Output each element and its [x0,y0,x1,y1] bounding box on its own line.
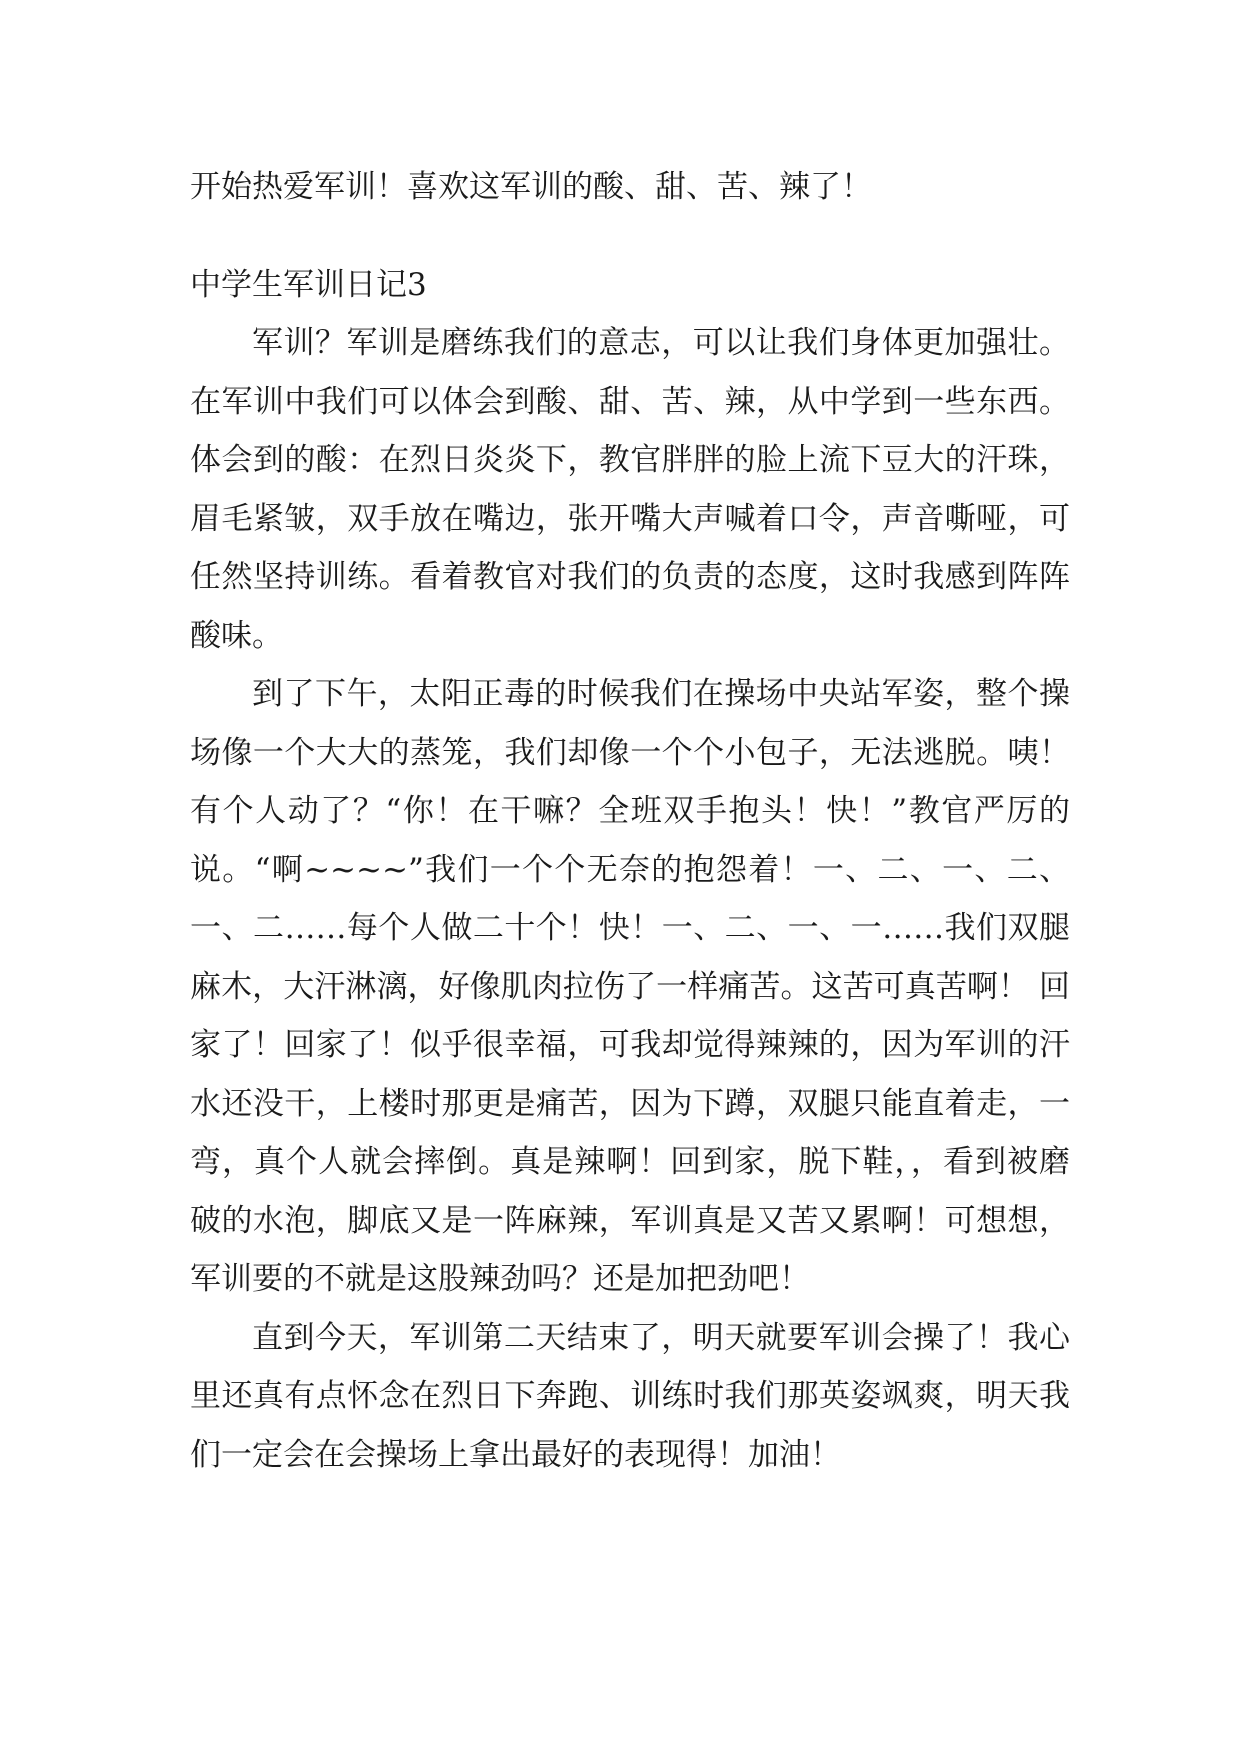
paragraph-3: 直到今天，军训第二天结束了，明天就要军训会操了！我心里还真有点怀念在烈日下奔跑、训练时我们那英姿飒爽，明天我们一定会在会操场上拿出最好的表现得！加油！ [190,1319,1070,1473]
section-title: 中学生军训日记3 [190,267,427,303]
paragraph-1: 军训？军训是磨练我们的意志，可以让我们身体更加强壮。在军训中我们可以体会到酸、甜、苦、辣，从中学到一些东西。 体会到的酸：在烈日炎炎下，教官胖胖的脸上流下豆大的汗珠，眉毛紧皱，双手放在嘴边，张开嘴大声喊着口令，声音嘶哑，可任然坚持训练。看着教官对我们的负责的态度，这时我感到阵阵酸味。 [190,325,1070,654]
paragraph-2: 到了下午，太阳正毒的时候我们在操场中央站军姿，整个操场像一个大大的蒸笼，我们却像一个个小包子，无法逃脱。咦！有个人动了？“你！在干嘛？全班双手抱头！快！”教官严厉的说。“啊~~~~”我们一个个无奈的抱怨着！一、二、一、二、一、二……每个人做二十个！快！一、二、一、一……我们双腿麻木，大汗淋漓，好像肌肉拉伤了一样痛苦。这苦可真苦啊！ 回家了！回家了！似乎很幸福，可我却觉得辣辣的，因为军训的汗水还没干，上楼时那更是痛苦，因为下蹲，双腿只能直着走，一弯，真个人就会摔倒。真是辣啊！回到家，脱下鞋，，看到被磨破的水泡，脚底又是一阵麻辣，军训真是又苦又累啊！可想想，军训要的不就是这股辣劲吗？还是加把劲吧！ [190,676,1070,1297]
opening-line: 开始热爱军训！喜欢这军训的酸、甜、苦、辣了！ [190,169,872,205]
document-body [190,158,1070,1484]
